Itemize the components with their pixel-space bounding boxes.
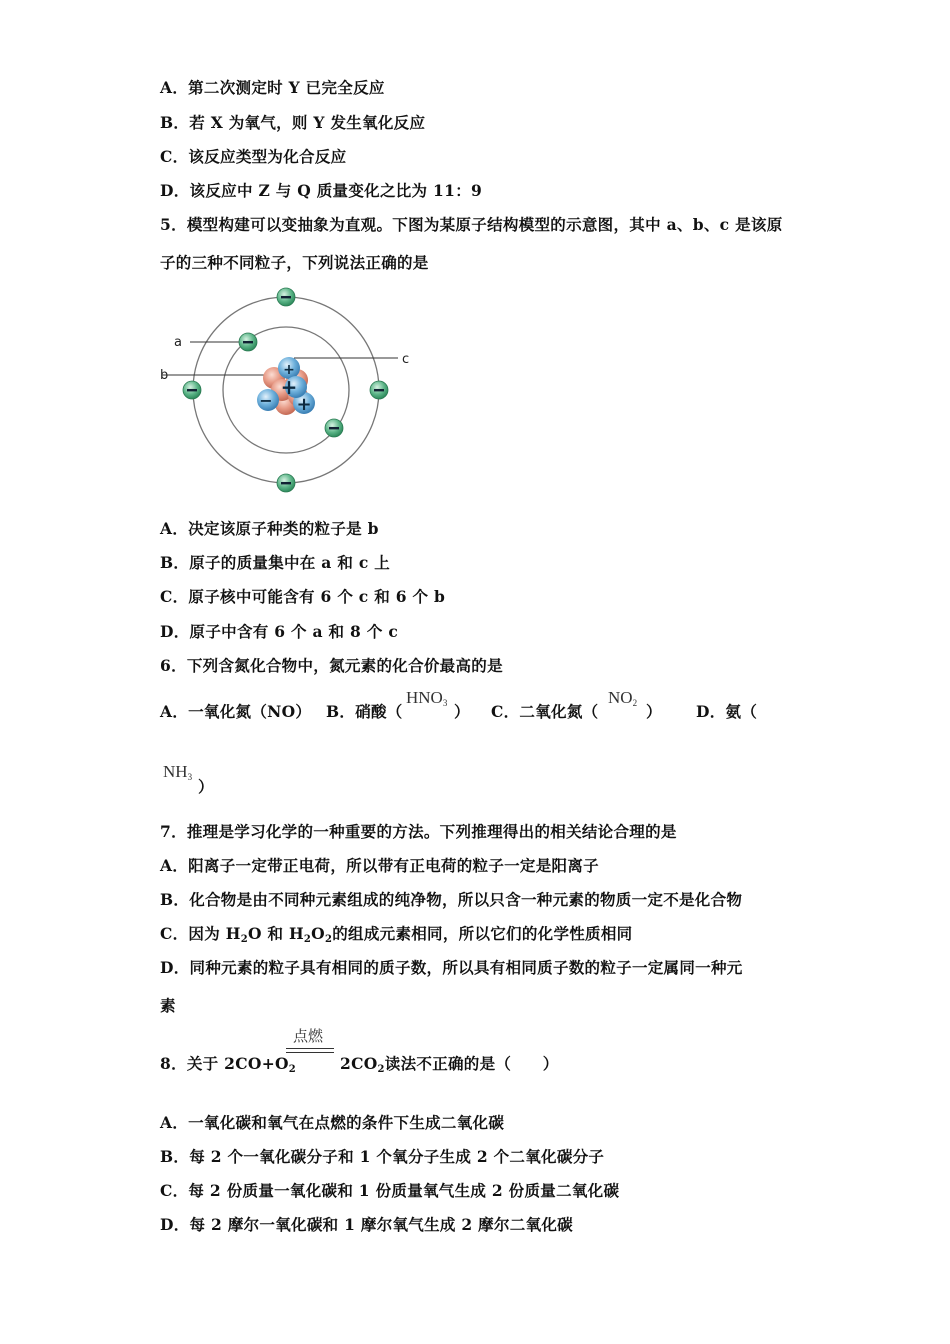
q7-option-c: C．因为 H2O 和 H2O2的组成元素相同，所以它们的化学性质相同 [160,924,633,945]
q5-option-a: A．决定该原子种类的粒子是 b [160,519,379,538]
q6-option-d-close: ） [198,777,214,796]
q6-option-d-label: D．氨（ [696,702,758,721]
q6-option-b-close: ） [454,702,470,721]
q8-reaction-condition: 点燃 [293,1027,324,1045]
q4-option-c: C．该反应类型为化合反应 [160,147,347,166]
q7-option-b: B．化合物是由不同种元素组成的纯净物，所以只含一种元素的物质一定不是化合物 [160,890,743,909]
q8-equals-bar-top [286,1048,334,1049]
q7-option-a: A．阳离子一定带正电荷，所以带有正电荷的粒子一定是阳离子 [160,856,599,875]
q5-stem-line2: 子的三种不同粒子，下列说法正确的是 [160,253,429,272]
q8-equals-bar-bottom [286,1052,334,1053]
q6-option-b-formula: $HNO_3$ [406,688,448,708]
q6-option-d-formula: $NH_3$ [163,762,193,782]
q5-option-b: B．原子的质量集中在 a 和 c 上 [160,553,391,572]
q4-option-a: A．第二次测定时 Y 已完全反应 [160,78,385,97]
q4-option-b: B．若 X 为氧气，则 Y 发生氧化反应 [160,113,426,132]
label-b: b [160,368,169,383]
q6-option-c-formula: $NO_2$ [608,688,638,708]
proton-sign: + [280,375,298,399]
electron [183,381,201,399]
q5-option-d: D．原子中含有 6 个 a 和 8 个 c [160,622,399,641]
proton-sign: + [283,362,295,378]
q4-option-d: D．该反应中 Z 与 Q 质量变化之比为 11：9 [160,181,483,200]
q8-stem-left: 8．关于 2CO+O2 [160,1054,297,1075]
q6-option-c-close: ） [646,702,662,721]
q5-stem-line1: 5．模型构建可以变抽象为直观。下图为某原子结构模型的示意图，其中 a、b、c 是该原 [160,215,783,234]
electron [277,474,295,492]
label-a: a [174,335,182,350]
proton-sign: − [259,391,273,410]
electron [370,381,388,399]
label-c: c [402,352,410,367]
electron [325,419,343,437]
q8-option-a: A．一氧化碳和氧气在点燃的条件下生成二氧化碳 [160,1113,505,1132]
q8-option-b: B．每 2 个一氧化碳分子和 1 个氧分子生成 2 个二氧化碳分子 [160,1147,605,1166]
q6-option-c-label: C．二氧化氮（ [491,702,599,721]
q8-option-d: D．每 2 摩尔一氧化碳和 1 摩尔氧气生成 2 摩尔二氧化碳 [160,1215,573,1234]
q6-option-a: A．一氧化氮（NO） [160,702,312,721]
nucleus [257,357,315,415]
electron [277,288,295,306]
q5-option-c: C．原子核中可能含有 6 个 c 和 6 个 b [160,587,446,606]
q7-stem: 7．推理是学习化学的一种重要的方法。下列推理得出的相关结论合理的是 [160,822,677,841]
q8-option-c: C．每 2 份质量一氧化碳和 1 份质量氧气生成 2 份质量二氧化碳 [160,1181,620,1200]
q7-option-d-line2: 素 [160,996,176,1015]
q6-option-b-label: B．硝酸（ [326,702,403,721]
q6-stem: 6．下列含氮化合物中，氮元素的化合价最高的是 [160,656,503,675]
q8-stem-right: 2CO2读法不正确的是（ ） [340,1054,559,1075]
atom-structure-diagram [158,282,418,497]
electron [239,333,257,351]
q7-option-d-line1: D．同种元素的粒子具有相同的质子数，所以具有相同质子数的粒子一定属同一种元 [160,958,743,977]
proton-sign: + [296,394,312,415]
